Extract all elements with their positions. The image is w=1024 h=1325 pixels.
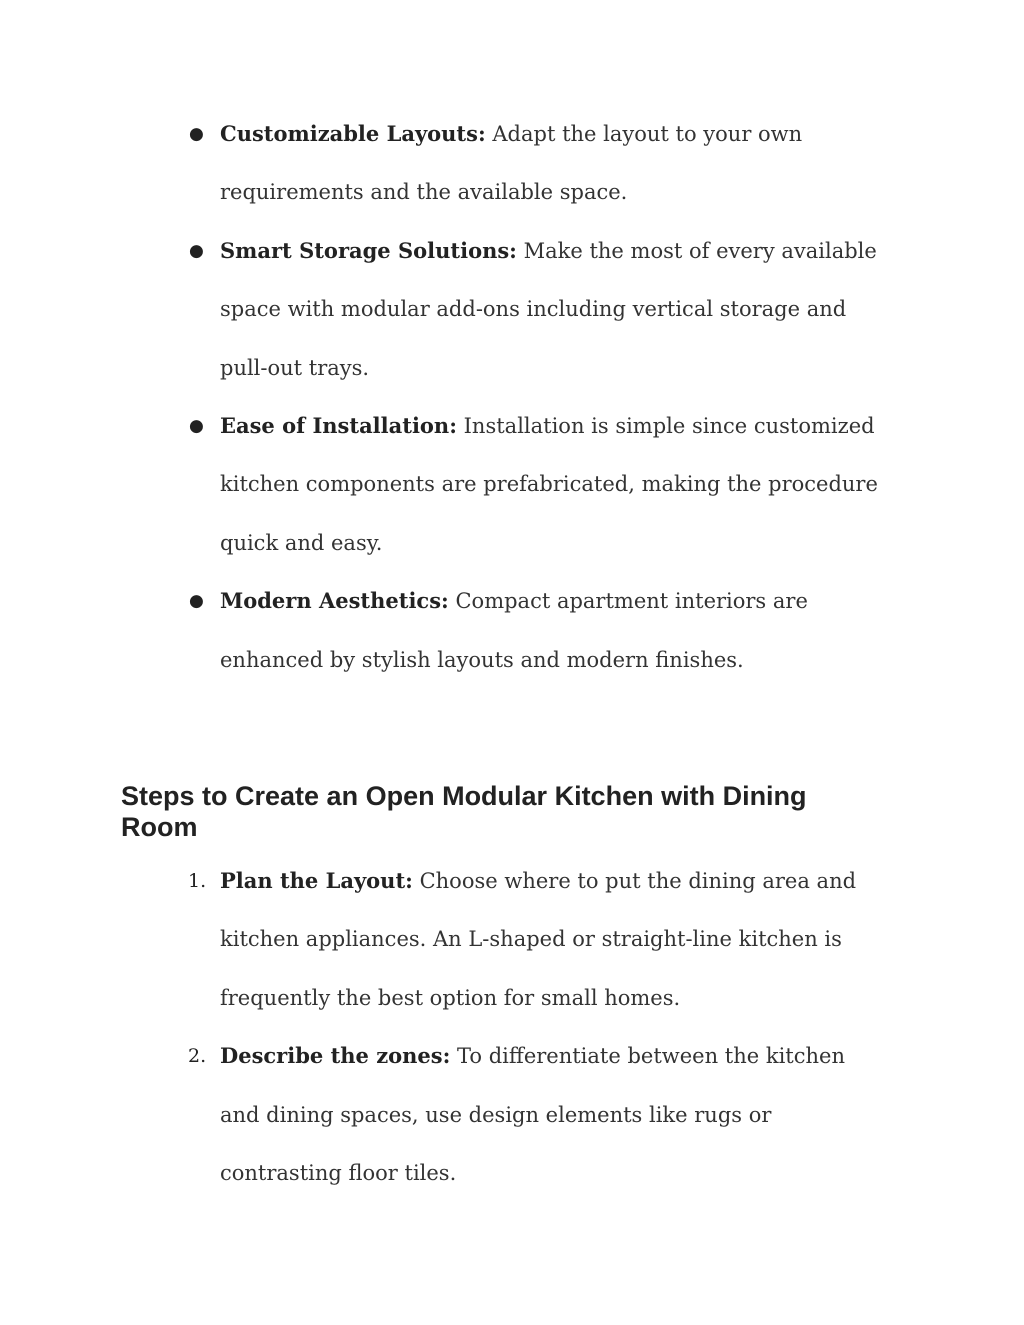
list-item-term: Modern Aesthetics:	[220, 588, 449, 614]
list-item-text	[220, 1027, 885, 1202]
steps-list	[0, 852, 1024, 1202]
bullet-icon: ●	[189, 591, 204, 612]
list-item-description: Choose where to put the dining area and kitchen appliances. An L-shaped or straight-line kitchen is frequently the best option for small homes.	[220, 869, 857, 1010]
list-item-text	[220, 222, 885, 397]
bullet-icon: ●	[189, 240, 204, 261]
list-item-term: Plan the Layout:	[220, 868, 413, 893]
list-item	[0, 397, 1024, 572]
list-item	[0, 572, 1024, 689]
list-item-description: To differentiate between the kitchen and dining spaces, use design elements like rugs or contrasting floor tiles.	[220, 1044, 845, 1186]
list-item-text	[220, 852, 885, 1027]
list-item-text	[220, 397, 885, 572]
list-item-term: Ease of Installation:	[220, 413, 457, 439]
section-heading: Steps to Create an Open Modular Kitchen with Dining Room	[121, 781, 807, 842]
bullet-icon: ●	[189, 416, 204, 437]
step-number: 2.	[188, 1045, 207, 1068]
list-item-text	[220, 105, 885, 222]
list-item-term: Describe the zones:	[220, 1043, 451, 1069]
list-item	[0, 852, 1024, 1027]
list-item-term: Smart Storage Solutions:	[220, 237, 517, 263]
list-item-description: Compact apartment interiors are enhanced by stylish layouts and modern finishes.	[220, 589, 808, 672]
list-item-term: Customizable Layouts:	[220, 121, 486, 146]
list-item	[0, 222, 1024, 397]
bullet-icon: ●	[189, 124, 204, 144]
list-item-description: Adapt the layout to your own requirements and the available space.	[220, 122, 803, 205]
benefits-list	[0, 105, 1024, 689]
list-item-text	[220, 572, 885, 689]
list-item	[0, 105, 1024, 222]
list-item	[0, 1027, 1024, 1202]
step-number: 1.	[188, 870, 207, 892]
list-item-description: Make the most of every available space with modular add-ons including vertical storage and pull-out trays.	[220, 238, 877, 380]
list-item-description: Installation is simple since customized kitchen components are prefabricated, making the procedure quick and easy.	[220, 414, 878, 555]
